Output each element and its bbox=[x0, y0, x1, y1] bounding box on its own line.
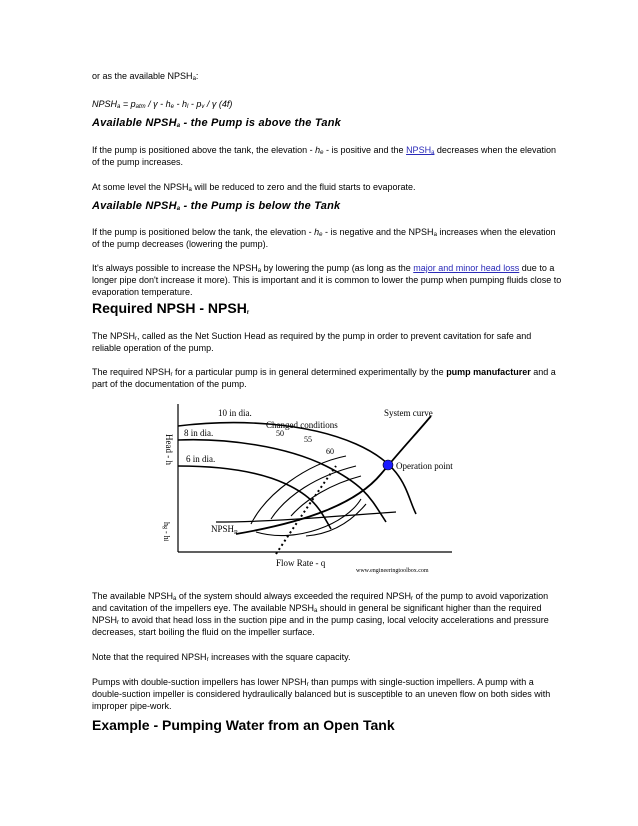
paragraph-required-2: The required $NPSH_r$ for a particular pump is in general determined experimentally by the pump manufacturer and a part of the documentation of the pump. bbox=[92, 367, 556, 389]
label-eff-60: 60 bbox=[326, 447, 334, 456]
intro-line: or as the available $NPSH_a$: bbox=[92, 71, 199, 82]
label-8in: 8 in dia. bbox=[184, 428, 214, 438]
heading-example-open-tank: Example - Pumping Water from an Open Tank bbox=[92, 717, 395, 733]
label-eff-50: 50 bbox=[276, 429, 284, 438]
equation-4f: $NPSH_a = p_{atm} / \gamma - h_e - h_l - p_v / \gamma$ (4f) bbox=[92, 99, 233, 110]
head-loss-link[interactable]: major and minor head loss bbox=[413, 263, 520, 273]
efficiency-loop-inner bbox=[306, 504, 366, 536]
label-changed-conditions: Changed conditions bbox=[266, 420, 338, 430]
label-npshr: $NPSH_R$ bbox=[211, 524, 239, 536]
paragraph-below-2: It's always possible to increase the $NPSH_a$ by lowering the pump (as long as the major and minor head loss due to a longer pipe don't increase it more). This is important and it is common to lower the pump when pumping fluids close to evaporation temperature. bbox=[92, 263, 562, 297]
npsha-link[interactable]: $NPSH_a$ bbox=[406, 145, 435, 156]
label-head-axis: Head - h bbox=[164, 434, 174, 465]
curve-10in bbox=[178, 423, 416, 514]
label-hg-hl: hg - hl bbox=[162, 522, 171, 542]
heading-pump-above-tank: Available $NPSH_a$ - the Pump is above the Tank bbox=[92, 117, 341, 129]
pump-curve-diagram bbox=[156, 404, 456, 576]
curve-6in bbox=[178, 466, 331, 529]
label-operation-point: Operation point bbox=[396, 461, 453, 471]
label-eff-55: 55 bbox=[304, 435, 312, 444]
heading-required-npsh: Required NPSH - $NPSH_r$ bbox=[92, 300, 250, 316]
label-site-watermark: www.engineeringtoolbox.com bbox=[356, 568, 429, 574]
paragraph-above-1: If the pump is positioned above the tank, the elevation - $h_e$ - is positive and the $NPSH_a$ decreases when the elevation of the pump increases. bbox=[92, 145, 557, 167]
paragraph-above-2: At some level the $NPSH_a$ will be reduced to zero and the fluid starts to evaporate. bbox=[92, 182, 416, 193]
pump-curve-figure bbox=[156, 404, 456, 576]
label-10in: 10 in dia. bbox=[218, 408, 252, 418]
label-6in: 6 in dia. bbox=[186, 454, 216, 464]
curve-8in bbox=[178, 440, 386, 522]
paragraph-below-1: If the pump is positioned below the tank, the elevation - $h_e$ - is negative and the $NPSH_a$ increases when the elevation of the pump decreases (lowering the pump). bbox=[92, 227, 556, 249]
operation-point-marker bbox=[383, 460, 393, 470]
paragraph-after-figure-1: The available $NPSH_a$ of the system should always exceeded the required $NPSH_r$ of the pump to avoid vaporization and cavitation of the impellers eye. The available $NPSH_a$ should in general be significant higher than the required $NPSH_r$ to avoid that head loss in the suction pipe and in the pump casing, local velocity accelerations and pressure decreases, start boiling the fluid on the impeller surface. bbox=[92, 591, 549, 637]
label-flow-rate: Flow Rate - q bbox=[276, 558, 326, 568]
paragraph-after-figure-3: Pumps with double-suction impellers has lower $NPSH_r$ than pumps with single-suction impellers. A pump with a double-suction impeller is considered hydraulically balanced but is susceptible to an uneven flow on both sides with improper pipe-work. bbox=[92, 677, 551, 711]
heading-pump-below-tank: Available $NPSH_a$ - the Pump is below the Tank bbox=[92, 200, 341, 212]
paragraph-after-figure-2: Note that the required $NPSH_r$ increases with the square capacity. bbox=[92, 652, 351, 663]
paragraph-required-1: The $NPSH_r$, called as the Net Suction Head as required by the pump in order to prevent cavitation for safe and reliable operation of the pump. bbox=[92, 331, 532, 353]
label-system-curve: System curve bbox=[384, 408, 433, 418]
efficiency-arc-55 bbox=[271, 466, 356, 519]
